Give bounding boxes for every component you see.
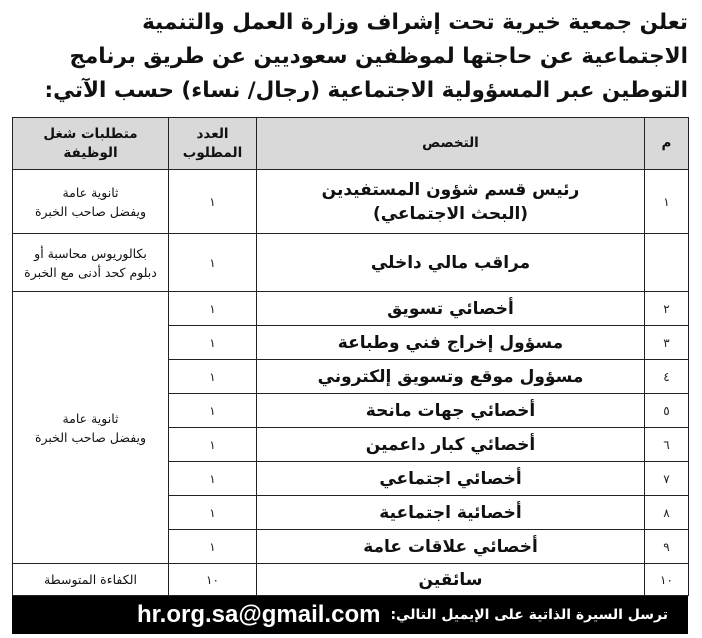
header-line-1: تعلن جمعية خيرية تحت إشراف وزارة العمل والتنمية (142, 10, 688, 35)
table-row (13, 170, 689, 234)
row-title: أخصائي علاقات عامة (257, 530, 645, 564)
header-count: العدد المطلوب (169, 118, 257, 170)
requirements-cell: ثانوية عامة ويفضل صاحب الخبرة (13, 170, 169, 234)
row-count: ١ (169, 530, 257, 564)
row-title: أخصائي اجتماعي (257, 462, 645, 496)
row-title: مراقب مالي داخلي (257, 234, 645, 292)
row-num: ٣ (645, 326, 689, 360)
row-title: أخصائية اجتماعية (257, 496, 645, 530)
row-num: ١٠ (645, 564, 689, 596)
row-count: ١ (169, 170, 257, 234)
table-row (13, 234, 689, 292)
row-num: ٦ (645, 428, 689, 462)
requirements-cell: ثانوية عامة ويفضل صاحب الخبرة (13, 292, 169, 564)
row-title: أخصائي كبار داعمين (257, 428, 645, 462)
row-count: ١ (169, 428, 257, 462)
header-num: م (645, 118, 689, 170)
row-num: ٤ (645, 360, 689, 394)
footer-text: ترسل السيرة الذاتية على الإيميل التالي: (390, 607, 668, 623)
contact-footer (12, 596, 688, 634)
row-title: مسؤول موقع وتسويق إلكتروني (257, 360, 645, 394)
row-num: ٥ (645, 394, 689, 428)
row-count: ١ (169, 234, 257, 292)
row-count: ١٠ (169, 564, 257, 596)
requirements-cell: الكفاءة المتوسطة (13, 564, 169, 596)
row-num: ٧ (645, 462, 689, 496)
row-num: ١ (645, 170, 689, 234)
header-line-3: التوطين عبر المسؤولية الاجتماعية (رجال/ نساء) حسب الآتي: (44, 78, 688, 103)
email-link[interactable]: hr.org.sa@gmail.com (136, 601, 381, 628)
row-count: ١ (169, 462, 257, 496)
row-num: ٨ (645, 496, 689, 530)
row-count: ١ (169, 360, 257, 394)
row-count: ١ (169, 496, 257, 530)
row-title: سائقين (257, 564, 645, 596)
row-num: ٢ (645, 292, 689, 326)
row-num: ٩ (645, 530, 689, 564)
announcement-header (8, 6, 688, 108)
header-title: التخصص (257, 118, 645, 170)
row-title: رئيس قسم شؤون المستفيدين (البحث الاجتماعي) (257, 170, 645, 234)
row-count: ١ (169, 394, 257, 428)
table-header-row (13, 118, 689, 170)
row-count: ١ (169, 326, 257, 360)
header-requirements: متطلبات شغل الوظيفة (13, 118, 169, 170)
row-title: مسؤول إخراج فني وطباعة (257, 326, 645, 360)
row-title: أخصائي جهات مانحة (257, 394, 645, 428)
row-count: ١ (169, 292, 257, 326)
row-num (645, 234, 689, 292)
table-row (13, 292, 689, 326)
jobs-table (12, 117, 689, 596)
table-row (13, 564, 689, 596)
header-line-2: الاجتماعية عن حاجتها لموظفين سعوديين عن طريق برنامج (69, 44, 688, 69)
row-title: أخصائي تسويق (257, 292, 645, 326)
requirements-cell: بكالوريوس محاسبة أو دبلوم كحد أدنى مع الخبرة (13, 234, 169, 292)
